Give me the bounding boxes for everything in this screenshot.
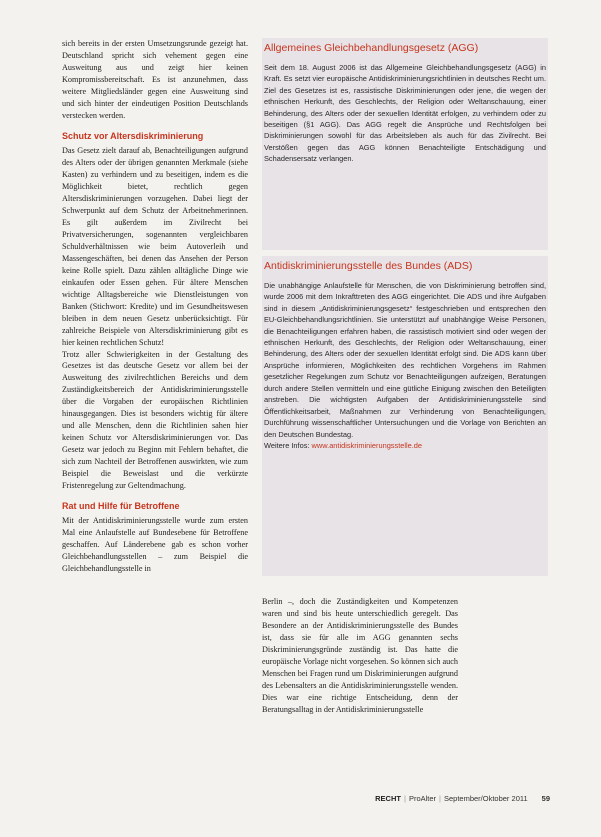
intro-paragraph: sich bereits in der ersten Umsetzungsrunde gezeigt hat. Deutschland spricht sich vehement gegen eine Ausweitung aus und zeigt hier keinen Kompromissbereitschaft. Es ist anzunehmen, dass weitere Mitgliedsländer gegen eine Ausweitung sind und sich hinter der eindeutigen Position Deutschlands verstecken werden. — [62, 39, 248, 120]
ads-website-link[interactable]: www.antidiskriminierungsstelle.de — [311, 441, 423, 451]
ads-more-info — [264, 440, 546, 451]
footer-separator: | — [403, 794, 406, 803]
footer-separator-2: | — [439, 794, 441, 803]
right-column — [262, 596, 458, 716]
age-paragraph: Das Gesetz zielt darauf ab, Benachteiligungen aufgrund des Alters oder der übrigen genannten Merkmale (siehe Kasten) zu verhindern und zu beseitigen, indem es die Möglichkeit bietet, rechtlich gegen Altersdiskriminierungen vorzugehen. Dabei liegt der Schwerpunkt auf dem Schutz der Arbeitnehmerinnen. Es gilt außerdem im Zivilrecht bei Privatversicherungen, sogenannten vergleichbaren Schuldverhältnissen wie beim Autoverleih und Massengeschäften, bei denen das Ansehen der Person keine Rolle spielt. Dazu zählen alltägliche Dinge wie einkaufen oder Essen gehen. Für ältere Menschen wichtige Alltagsbereiche wie Dienstleistungen von Banken (Stichwort: Kredite) und im Gesundheitswesen bleiben in dem neuen Gesetz unberücksichtigt. Für zahlreiche Beispiele von Altersdiskriminierung gibt es hier keinen rechtlichen Schutz! — [62, 146, 248, 347]
more-info-label: Weitere Infos: — [264, 441, 310, 451]
footer-issue: September/Oktober 2011 — [443, 794, 528, 803]
right-paragraph: Berlin –, doch die Zuständigkeiten und Kompetenzen waren und sind bis heute unterschiedlich geregelt. Das Besondere an der Antidiskriminierungsstelle des Bundes ist, dass sie für alle im AGG genannten sechs Diskriminierungsgründe zuständig ist. Das hatte die europäische Vorlage nicht vorgesehen. So können sich auch Menschen bei Fragen rund um Diskriminierungen aufgrund des Lebensalters an die Antidiskriminierungsstelle wenden. Dies war eine richtige Entscheidung, denn der Beratungsalltag in der Antidiskriminierungsstelle — [262, 597, 458, 714]
ads-box-title: Antidiskriminierungsstelle des Bundes (ADS) — [264, 260, 473, 272]
agg-info-box — [262, 38, 548, 250]
agg-box-title: Allgemeines Gleichbehandlungsgesetz (AGG) — [264, 42, 479, 54]
ads-info-box — [262, 256, 548, 576]
page-number: 59 — [541, 794, 550, 803]
heading-help: Rat und Hilfe für Betroffene — [62, 501, 180, 512]
footer-section: RECHT — [375, 794, 401, 803]
heading-age-discrimination: Schutz vor Altersdiskriminierung — [62, 130, 204, 141]
footer-magazine: ProAlter — [408, 794, 437, 803]
page-footer — [320, 794, 550, 803]
ads-box-text: Die unabhängige Anlaufstelle für Menschen, die von Diskriminierung betroffen sind, wurde 2006 mit dem Inkrafttreten des AGG eingerichtet. Die ADS und ihre Aufgaben sind in diesem „Antidiskriminierungsgesetz“ festgeschrieben und entsprechen den EU-Gleichbehandlungsrichtlinien. Sie unterstützt auf unabhängige Weise Personen, die Benachteiligungen erfahren haben, die rassistisch motiviert sind oder wegen der ethnischen Herkunft, des Geschlechts, der Religion oder Weltanschauung, einer Behinderung, des Alters oder der sexuellen Identität erfolgt sind. Die ADS kann über Ansprüche informieren, Möglichkeiten des rechtlichen Vorgehens im Rahmen gesetzlicher Regelungen zum Schutz vor Benachteiligungen aufzeigen, Beratungen durch andere Stellen vermitteln und eine gütliche Einigung zwischen den Beteiligten anstreben. Die wichtigsten Aufgaben der Antidiskriminierungsstelle sind Öffentlichkeitsarbeit, Maßnahmen zur Verhinderung von Benachteiligungen, Durchführung wissenschaftlicher Untersuchungen und die Vorlage von Berichten an den Deutschen Bundestag. — [264, 280, 546, 439]
age-paragraph-2: Trotz aller Schwierigkeiten in der Gestaltung des Gesetzes ist das deutsche Gesetz vor allem bei der Ausweitung des zivilrechtlichen Bereichs und dem Zuständigkeitsbereich der Antidiskriminierungsstelle über die Vorgaben der europäischen Richtlinien hinausgegangen. Dies ist besonders wichtig für ältere und alle Menschen, denn die Richtlinien sahen hier keinen Schutz vor Altersdiskriminierungen vor. Das Gesetz war jedoch zu Beginn mit Fehlern behaftet, die sich zum Nachteil der Betroffenen auswirkten, wie zum Beispiel die Beweislast und die verkürzte Fristenregelung zur Geltendmachung. — [62, 349, 248, 491]
left-column — [62, 38, 248, 575]
agg-box-text: Seit dem 18. August 2006 ist das Allgemeine Gleichbehandlungsgesetz (AGG) in Kraft. Es setzt vier europäische Antidiskriminierungsrichtlinien in deutsches Recht um. Ziel des Gesetzes ist es, rassistische Diskriminierungen oder jene, die wegen der ethnischen Herkunft, des Geschlechts, der Religion oder Weltanschauung, einer Behinderung, des Alters oder der sexuellen Identität erfolgen, zu verhindern oder zu beseitigen (§1 AGG). Das AGG regelt die Ansprüche und Rechtsfolgen bei Diskriminierungen sowohl für das Arbeitsleben als auch für das Zivilrecht. Bei Verstößen gegen das AGG können Benachteiligte Entschädigung und Schadensersatz verlangen. — [264, 62, 546, 164]
help-paragraph: Mit der Antidiskriminierungsstelle wurde zum ersten Mal eine Anlaufstelle auf Bundesebene für Betroffene geschaffen. Auf Länderebene gab es schon vorher Gleichbehandlungsstellen – zum Beispiel die Gleichbehandlungsstelle in — [62, 516, 248, 574]
